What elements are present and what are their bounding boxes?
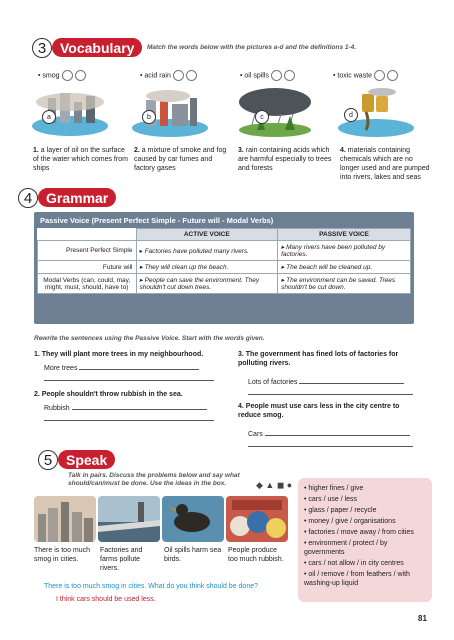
speak-instruction: Talk in pairs. Discuss the problems below and say what should/can/must be done. Use the ideas in the box. (68, 472, 240, 487)
page-number: 81 (418, 614, 427, 623)
exercise-1-start: More trees (44, 362, 219, 373)
grammar-title: Grammar (38, 188, 116, 207)
ideas-box (298, 478, 432, 602)
definition-3: 3. rain containing acids which are harmful especially to trees and forests (238, 147, 332, 172)
word-toxic-waste: • toxic waste (333, 70, 398, 81)
caption-smog: There is too much smog in cities. (34, 547, 91, 563)
exercise-3: 3. The government has fined lots of factories for polluting rivers. (238, 351, 399, 367)
vocabulary-instruction: Match the words below with the pictures a-d and the definitions 1-4. (147, 44, 357, 51)
exercise-4: 4. People must use cars less in the city centre to reduce smog. (238, 403, 400, 419)
passive-voice-table (37, 228, 411, 294)
list-item: • glass / paper / recycle (304, 507, 377, 514)
caption-oil-spills: Oil spills harm sea birds. (164, 547, 222, 563)
exercise-1: 1. They will plant more trees in my neighbourhood. (34, 351, 204, 358)
grammar-box (34, 212, 414, 324)
exercise-4-start: Cars (248, 428, 423, 439)
word-smog: • smog (38, 70, 86, 81)
photo-smog-city (34, 496, 96, 542)
answer-line[interactable] (44, 380, 214, 381)
exercise-3-start: Lots of factories (248, 376, 423, 387)
model-answer: I think cars should be used less. (56, 596, 156, 603)
picture-d-toxic-waste (336, 86, 416, 138)
picture-c-oil-spill (235, 84, 315, 138)
col-passive-voice: PASSIVE VOICE (278, 229, 411, 241)
caption-rubbish: People produce too much rubbish. (228, 547, 284, 563)
speak-title: Speak (58, 450, 115, 469)
exercise-2: 2. People shouldn't throw rubbish in the sea. (34, 391, 183, 398)
list-item: • cars / use / less (304, 496, 358, 503)
answer-line[interactable] (72, 402, 207, 410)
caption-factories: Factories and farms pollute rivers. (100, 547, 143, 572)
picture-a-smog (30, 88, 110, 138)
photo-oiled-bird (162, 496, 224, 542)
table-row: Future will ▸ They will clean up the beach. ▸ The beach will be cleaned up. (38, 261, 411, 274)
picture-label-d: d (344, 108, 358, 122)
word-oil-spills: • oil spills (240, 70, 295, 81)
list-item: • higher fines / give (304, 485, 364, 492)
list-item: • factories / move away / from cities (304, 529, 414, 536)
photo-polluted-river (98, 496, 160, 542)
answer-line[interactable] (79, 362, 199, 370)
col-active-voice: ACTIVE VOICE (136, 229, 278, 241)
answer-line[interactable] (265, 428, 410, 436)
list-item: • money / give / organisations (304, 518, 396, 525)
rewrite-instruction: Rewrite the sentences using the Passive Voice. Start with the words given. (34, 335, 265, 342)
idea-icons: ◆ ▲ ◼ ● (256, 480, 293, 490)
definition-1: 1. a layer of oil on the surface of the water which comes from ships (33, 147, 128, 172)
vocabulary-title: Vocabulary (52, 38, 142, 57)
picture-label-c: c (255, 110, 269, 124)
list-item: • environment / protect / by governments (304, 540, 388, 556)
word-acid-rain: • acid rain (140, 70, 197, 81)
section-number-3: 3 (32, 38, 52, 58)
section-number-5: 5 (38, 450, 58, 470)
table-row: Present Perfect Simple ▸ Factories have polluted many rivers. ▸ Many rivers have been polluted by factories. (38, 241, 411, 261)
list-item: • oil / remove / from feathers / with washing-up liquid (304, 571, 410, 587)
grammar-box-title: Passive Voice (Present Perfect Simple - Future will - Modal Verbs) (40, 216, 274, 225)
table-row: Modal Verbs (can, could, may, might, must, should, have to) ▸ People can save the environment. They shouldn't cut down trees. ▸ The environment can be saved. Trees shouldn't be cut down. (38, 274, 411, 294)
answer-line[interactable] (248, 446, 413, 447)
picture-label-b: b (142, 110, 156, 124)
exercise-2-start: Rubbish (44, 402, 219, 413)
answer-line[interactable] (299, 376, 404, 384)
definition-4: 4. materials containing chemicals which are no longer used and are pumped into rivers, lakes and seas (340, 147, 430, 181)
answer-line[interactable] (44, 420, 214, 421)
picture-b-acid-rain (130, 88, 210, 138)
picture-label-a: a (42, 110, 56, 124)
ideas-list (298, 478, 432, 588)
photo-rubbish (226, 496, 288, 542)
section-number-4: 4 (18, 188, 38, 208)
list-item: • cars / not allow / in city centres (304, 560, 404, 567)
answer-line[interactable] (248, 394, 413, 395)
definition-2: 2. a mixture of smoke and fog caused by car fumes and factory gases (134, 147, 227, 172)
model-question: There is too much smog in cities. What do you think should be done? (44, 583, 259, 590)
